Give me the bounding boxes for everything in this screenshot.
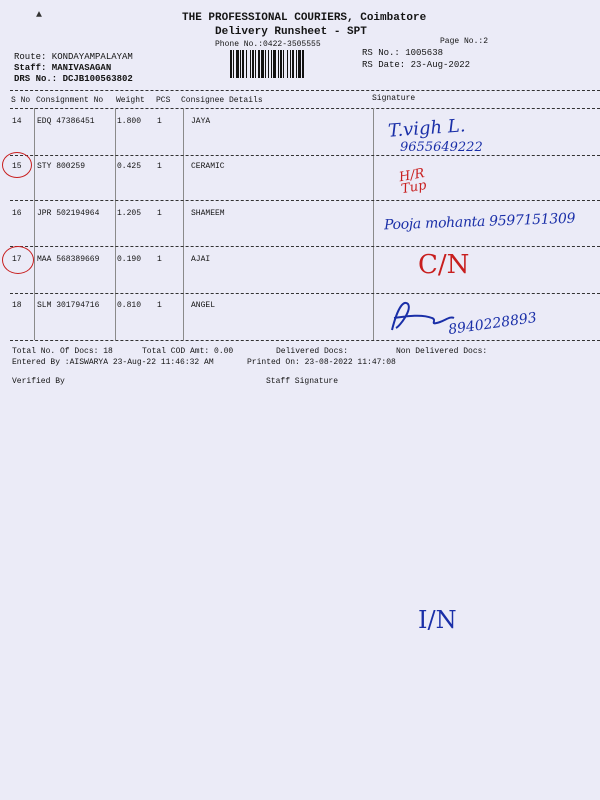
row-rule [10, 293, 600, 294]
entered-by: Entered By :AISWARYA 23-Aug-22 11:46:32 AM [12, 358, 214, 367]
table-bottom-rule [10, 340, 600, 341]
col-weight: Weight [116, 96, 145, 105]
row-pcs: 1 [157, 209, 162, 218]
row-consignee: SHAMEEM [191, 209, 225, 218]
row-consignment: MAA 568389669 [37, 255, 100, 264]
row-consignee: ANGEL [191, 301, 216, 310]
signature-row17: C/N [418, 250, 470, 280]
header-rule-bottom [10, 108, 600, 109]
signature-row14: T.vigh L. [387, 115, 467, 142]
signature-row16: Pooja mohanta 9597151309 [383, 210, 576, 234]
col-divider [34, 108, 35, 340]
row-rule [10, 200, 600, 201]
route: Route: KONDAYAMPALAYAM [14, 52, 133, 62]
total-docs: Total No. Of Docs: 18 [12, 347, 113, 356]
col-divider [183, 108, 184, 340]
signature-row15: H/R Tup [397, 166, 428, 198]
col-sno: S No [11, 96, 31, 105]
signature-row18-phone: 8940228893 [447, 309, 538, 339]
row-consignment: STY 800259 [37, 162, 86, 171]
row-weight: 0.810 [117, 301, 142, 310]
header-rule-top [10, 90, 600, 91]
col-consignment: Consignment No [36, 96, 104, 105]
runsheet-subtitle: Delivery Runsheet - SPT [215, 26, 367, 38]
printed-on: Printed On: 23-08-2022 11:47:08 [247, 358, 396, 367]
scan-mark-icon: ▲ [36, 10, 43, 21]
company-title: THE PROFESSIONAL COURIERS, Coimbatore [182, 12, 427, 24]
row-pcs: 1 [157, 117, 162, 126]
drs-number: DRS No.: DCJB100563802 [14, 74, 133, 84]
total-cod: Total COD Amt: 0.00 [142, 347, 234, 356]
row-sno: 15 [12, 162, 22, 171]
row-consignment: SLM 301794716 [37, 301, 100, 310]
staff: Staff: MANIVASAGAN [14, 63, 112, 73]
row-sno: 18 [12, 301, 22, 310]
row-sno: 14 [12, 117, 22, 126]
page-number: Page No.:2 [440, 37, 489, 46]
row-sno: 17 [12, 255, 22, 264]
col-divider [115, 108, 116, 340]
signature-row14-phone: 9655649222 [400, 140, 483, 155]
staff-signature: Staff Signature [266, 377, 339, 386]
row-weight: 1.205 [117, 209, 142, 218]
handwritten-mark: I/N [418, 606, 457, 634]
delivered-docs: Delivered Docs: [276, 347, 349, 356]
row-weight: 0.190 [117, 255, 142, 264]
row-pcs: 1 [157, 301, 162, 310]
rs-number: RS No.: 1005638 [362, 48, 444, 58]
col-consignee: Consignee Details [181, 96, 263, 105]
col-signature: Signature [372, 94, 416, 103]
row-rule [10, 246, 600, 247]
rs-date: RS Date: 23-Aug-2022 [362, 60, 471, 70]
phone-number: Phone No.:0422-3505555 [215, 40, 321, 49]
non-delivered-docs: Non Delivered Docs: [396, 347, 488, 356]
verified-by: Verified By [12, 377, 65, 386]
col-pcs: PCS [156, 96, 171, 105]
row-consignee: JAYA [191, 117, 211, 126]
row-consignment: JPR 502194964 [37, 209, 100, 218]
row-rule [10, 155, 600, 156]
row-consignee: AJAI [191, 255, 211, 264]
barcode [230, 50, 354, 78]
row-pcs: 1 [157, 255, 162, 264]
row-weight: 1.800 [117, 117, 142, 126]
col-divider [373, 108, 374, 340]
row-consignment: EDQ 47386451 [37, 117, 95, 126]
row-weight: 0.425 [117, 162, 142, 171]
row-pcs: 1 [157, 162, 162, 171]
row-consignee: CERAMIC [191, 162, 225, 171]
row-sno: 16 [12, 209, 22, 218]
barcode-bar [304, 50, 305, 78]
